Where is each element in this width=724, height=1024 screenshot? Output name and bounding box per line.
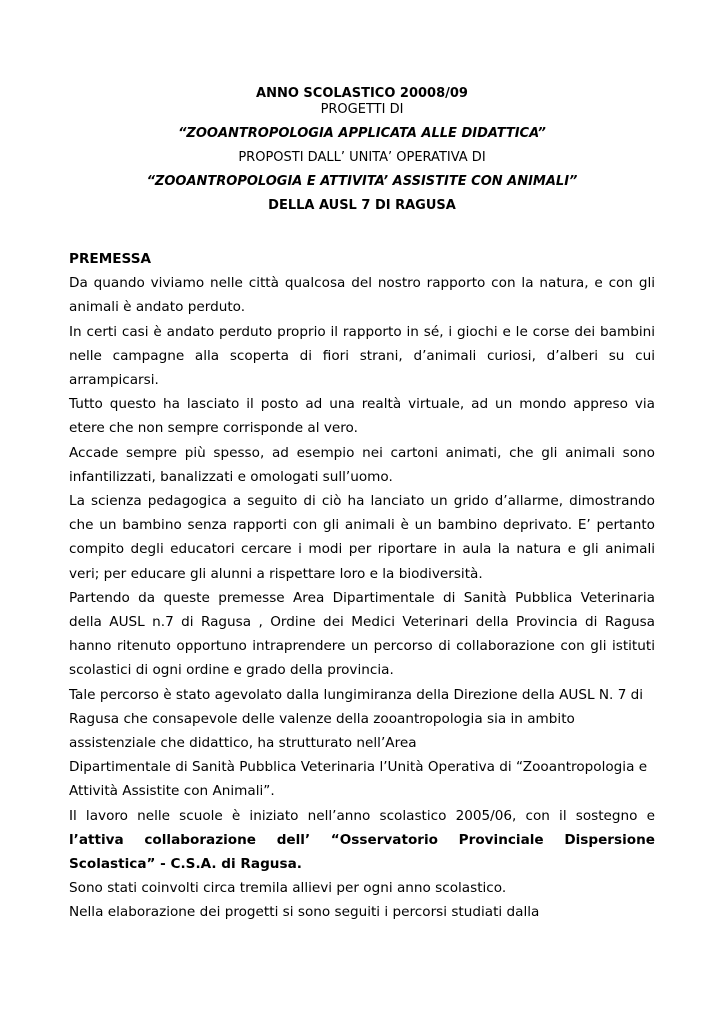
paragraph-11: Nella elaborazione dei progetti si sono seguiti i percorsi studiati dalla — [69, 904, 540, 921]
paragraph-4: Accade sempre più spesso, ad esempio nei cartoni animati, che gli animali sono infantilizzati, banalizzati e omologati sull’uomo. — [69, 444, 655, 485]
paragraph-6: Partendo da queste premesse Area Dipartimentale di Sanità Pubblica Veterinaria della AUSL n.7 di Ragusa , Ordine dei Medici Veterinari della Provincia di Ragusa hanno ritenuto opportuno intraprendere un percorso di collaborazione con gli istituti scolastici di ogni ordine e grado della provincia. — [69, 589, 655, 679]
paragraph-1: Da quando viviamo nelle città qualcosa del nostro rapporto con la natura, e con gli animali è andato perduto. — [69, 275, 655, 316]
paragraph-10: Sono stati coinvolti circa tremila allievi per ogni anno scolastico. — [69, 880, 507, 897]
paragraph-5: La scienza pedagogica a seguito di ciò ha lanciato un grido d’allarme, dimostrando che un bambino senza rapporti con gli animali è un bambino deprivato. E’ pertanto compito degli educatori cercare i modi per riportare in aula la natura e gli animali veri; per educare gli alunni a rispettare loro e la biodiversità. — [69, 493, 655, 582]
paragraph-3: Tutto questo ha lasciato il posto ad una realtà virtuale, ad un mondo appreso via etere che non sempre corrisponde al vero. — [69, 396, 655, 437]
unit-title: “ZOOANTROPOLOGIA E ATTIVITA’ ASSISTITE CON ANIMALI” — [146, 174, 578, 189]
document-body — [69, 247, 655, 925]
paragraph-2: In certi casi è andato perduto proprio il rapporto in sé, i giochi e le corse dei bambini nelle campagne alla scoperta di fiori strani, d’animali curiosi, d’alberi su cui arrampicarsi. — [69, 323, 655, 389]
ausl-title: DELLA AUSL 7 DI RAGUSA — [268, 198, 456, 213]
paragraph-9-text: Il lavoro nelle scuole è iniziato nell’anno scolastico 2005/06, con il sostegno e — [69, 807, 655, 824]
school-year-title: ANNO SCOLASTICO 20008/09 — [256, 86, 468, 101]
proposed-by-label: PROPOSTI DALL’ UNITA’ OPERATIVA DI — [238, 150, 486, 165]
paragraph-8: Dipartimentale di Sanità Pubblica Veterinaria l’Unità Operativa di “Zooantropologia e Attività Assistite con Animali”. — [69, 759, 648, 800]
project-title: “ZOOANTROPOLOGIA APPLICATA ALLE DIDATTICA” — [178, 126, 546, 141]
paragraph-9-bold-text: l’attiva collaborazione dell’ “Osservatorio Provinciale Dispersione Scolastica” - C.S.A. di Ragusa. — [69, 831, 655, 873]
document-header — [0, 86, 724, 214]
projects-label: PROGETTI DI — [320, 102, 404, 117]
section-heading: PREMESSA — [69, 251, 152, 267]
paragraph-9 — [69, 804, 655, 877]
paragraph-7: Tale percorso è stato agevolato dalla lungimiranza della Direzione della AUSL N. 7 di Ragusa che consapevole delle valenze della zooantropologia sia in ambito assistenziale che didattico, ha strutturato nell’Area — [69, 686, 644, 752]
